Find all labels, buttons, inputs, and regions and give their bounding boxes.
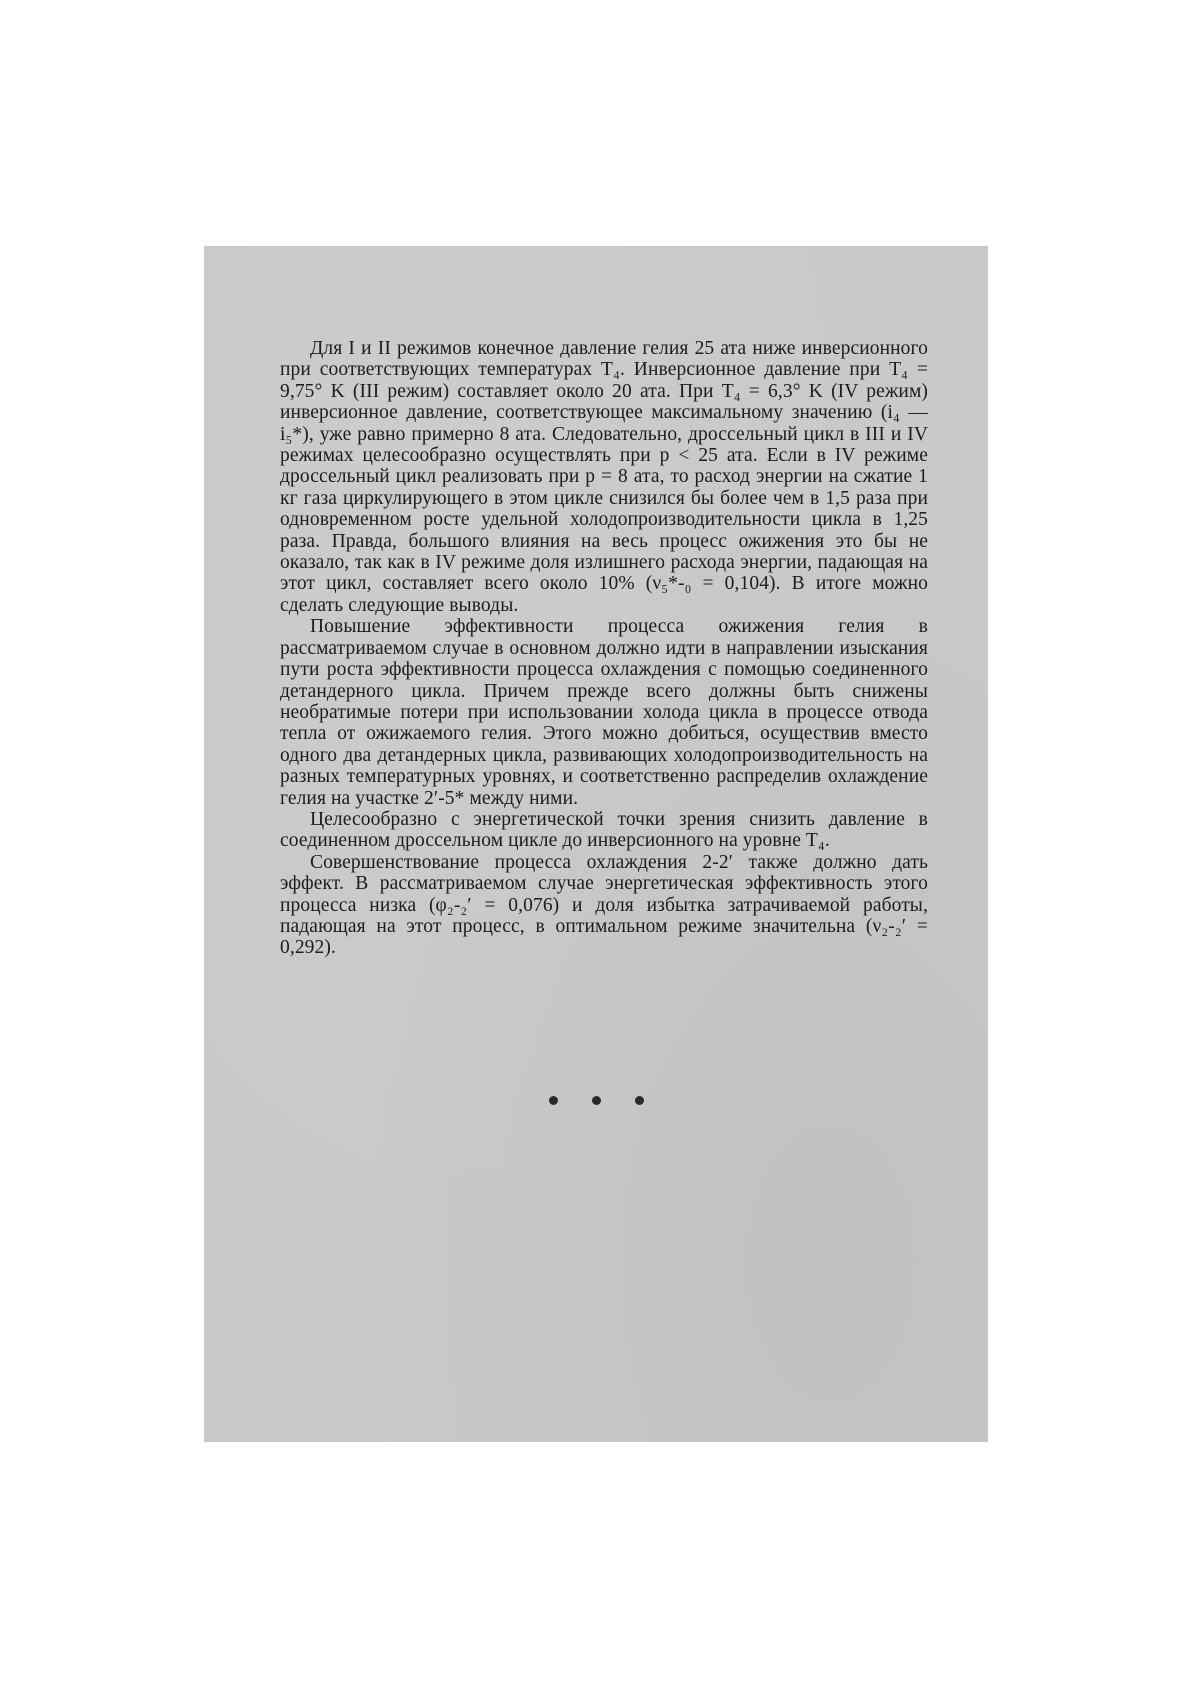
- scanned-page: [204, 246, 988, 1442]
- body-text: [280, 338, 928, 959]
- paragraph-3: Целесообразно с энергетической точки зрения снизить давление в соединенном дроссельном цикле до инверсионного на уровне T₄.: [280, 808, 928, 852]
- ornament-dot-1: [549, 1096, 558, 1105]
- ornament-dot-3: [635, 1096, 644, 1105]
- ornament-dot-2: [592, 1096, 601, 1105]
- section-end-ornament: [204, 1096, 988, 1105]
- paragraph-2: Повышение эффективности процесса ожижения гелия в рассматриваемом случае в основном должно идти в направлении изыскания пути роста эффективности процесса охлаждения с помощью соединенного детандерного цикла. Причем прежде всего должны быть снижены необратимые потери при использовании холода цикла в процессе отвода тепла от ожижаемого гелия. Этого можно добиться, осуществив вместо одного два детандерных цикла, развивающих холодопроизводительность на разных температурных уровнях, и соответственно распределив охлаждение гелия на участке 2′-5* между ними.: [280, 616, 928, 809]
- paragraph-1: Для I и II режимов конечное давление гелия 25 ата ниже инверсионного при соответствующих температурах T₄. Инверсионное давление при T₄ = 9,75° K (III режим) составляет около 20 ата. При T₄ = 6,3° K (IV режим) инверсионное давление, соответствующее максимальному значению (i₄ — i₅*), уже равно примерно 8 ата. Следовательно, дроссельный цикл в III и IV режимах целесообразно осуществлять при p < 25 ата. Если в IV режиме дроссельный цикл реализовать при p = 8 ата, то расход энергии на сжатие 1 кг газа циркулирующего в этом цикле снизился бы более чем в 1,5 раза при одновременном росте удельной холодопроизводительности цикла в 1,25 раза. Правда, большого влияния на весь процесс ожижения это бы не оказало, так как в IV режиме доля излишнего расхода энергии, падающая на этот цикл, составляет всего около 10% (ν₅*-₀ = 0,104). В итоге можно сделать следующие выводы.: [280, 338, 928, 616]
- paragraph-4: Совершенствование процесса охлаждения 2-2′ также должно дать эффект. В рассматриваемом случае энергетическая эффективность этого процесса низка (φ₂-₂′ = 0,076) и доля избытка затрачиваемой работы, падающая на этот процесс, в оптимальном режиме значительна (ν₂-₂′ = 0,292).: [280, 851, 928, 959]
